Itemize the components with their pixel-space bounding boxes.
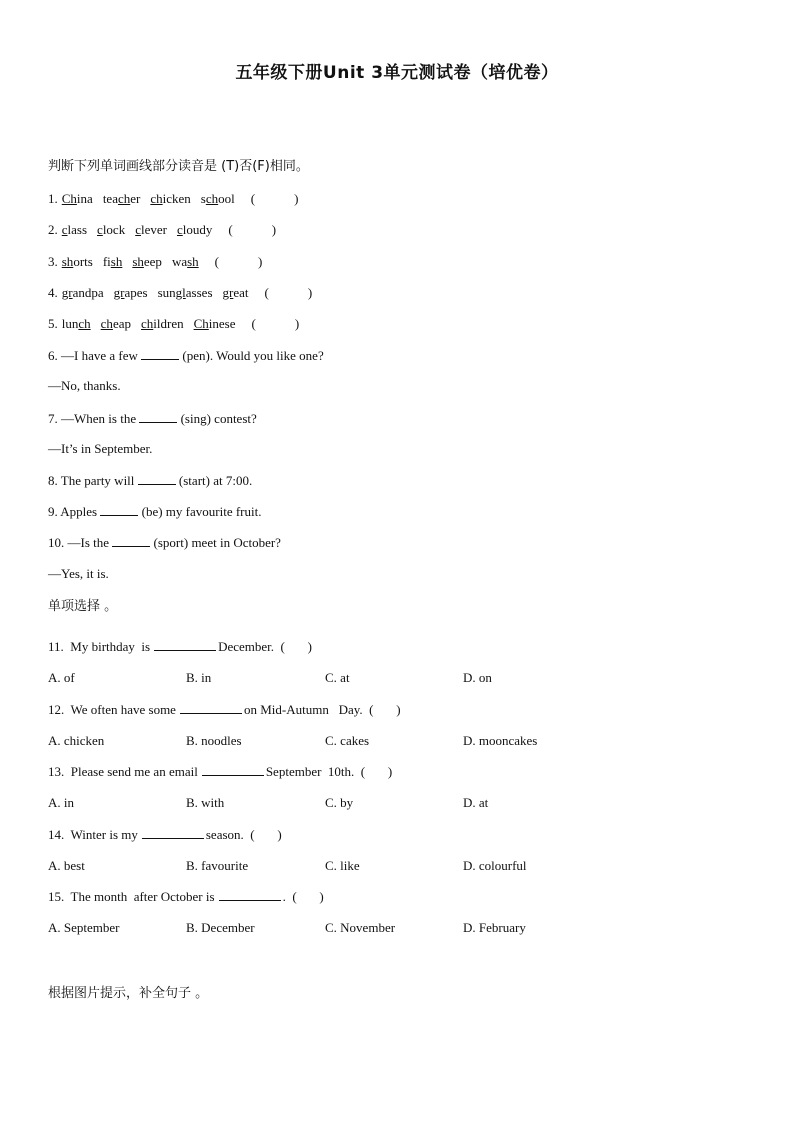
word-part: apes (124, 285, 148, 300)
underlined-letters: gr (113, 285, 125, 300)
word-part: eap (112, 316, 131, 331)
underlined-letters: sh (187, 254, 199, 269)
answer-parentheses[interactable]: ( ) (250, 191, 299, 206)
underlined-letters: ch (78, 316, 91, 331)
question-8-prompt: 8. The party will (48, 473, 135, 488)
word-part: tea (102, 191, 118, 206)
mc-question-11 (48, 638, 312, 655)
option-c[interactable]: C. at (325, 670, 350, 685)
question-7-reply: —It’s in September. (48, 441, 153, 456)
question-6-prompt: 6. —I have a few (48, 348, 138, 363)
option-b[interactable]: B. in (186, 670, 212, 685)
question-stem-rest[interactable]: December. ( ) (218, 639, 312, 654)
answer-blank[interactable] (139, 410, 177, 423)
underlined-letters: sh (110, 254, 123, 269)
word-part: inese (208, 316, 236, 331)
word-part: wa (171, 254, 188, 269)
underlined-letters: Ch (193, 316, 209, 331)
phonics-word (223, 285, 249, 301)
page-title: 五年级下册Unit 3单元测试卷（培优卷） (235, 63, 559, 83)
underlined-letters: sh (132, 254, 144, 269)
question-8-rest: (start) at 7:00. (178, 473, 253, 488)
underlined-letters: sh (61, 254, 74, 269)
answer-blank[interactable] (112, 534, 150, 547)
option-d[interactable]: D. February (463, 920, 526, 935)
word-part: asses (185, 285, 213, 300)
word-part: lass (67, 222, 88, 237)
underlined-letters: c (176, 222, 183, 237)
question-number: 2. (48, 222, 58, 237)
phonics-question-4 (48, 285, 312, 301)
phonics-word (201, 191, 235, 207)
question-10-reply: —Yes, it is. (48, 566, 109, 581)
option-a[interactable]: A. in (48, 795, 74, 810)
option-c[interactable]: C. by (325, 795, 354, 810)
word-part: lun (61, 316, 79, 331)
underlined-letters: c (61, 222, 68, 237)
underlined-letters: ch (205, 191, 219, 206)
question-stem: 15. The month after October is (48, 889, 215, 904)
mc-question-12 (48, 701, 401, 718)
phonics-word (101, 316, 131, 332)
question-number: 4. (48, 285, 58, 300)
question-7 (48, 410, 257, 427)
option-c[interactable]: C. November (325, 920, 396, 935)
word-part: eep (143, 254, 162, 269)
question-9 (48, 503, 261, 520)
question-9-rest: (be) my favourite fruit. (141, 504, 262, 519)
word-part: lock (102, 222, 126, 237)
question-10-prompt: 10. —Is the (48, 535, 110, 550)
question-6-rest: (pen). Would you like one? (182, 348, 324, 363)
word-part: loudy (182, 222, 213, 237)
option-c[interactable]: C. like (325, 858, 360, 873)
option-d[interactable]: D. at (463, 795, 489, 810)
phonics-word (132, 254, 162, 270)
phonics-word (158, 285, 213, 301)
underlined-letters: c (135, 222, 141, 237)
word-part: ool (218, 191, 235, 206)
word-part: s (200, 191, 206, 206)
option-a[interactable]: A. September (48, 920, 120, 935)
phonics-word (114, 285, 148, 301)
underlined-letters: gr (61, 285, 73, 300)
question-8 (48, 472, 252, 489)
phonics-word (194, 316, 236, 332)
section-heading-picture-prompts: 根据图片提示，补全句子 。 (48, 986, 209, 1001)
underlined-letters: gr (222, 285, 234, 300)
question-6-reply: —No, thanks. (48, 378, 121, 393)
answer-blank[interactable] (154, 638, 216, 651)
answer-blank[interactable] (142, 826, 204, 839)
question-stem: 14. Winter is my (48, 827, 138, 842)
option-c[interactable]: C. cakes (325, 733, 370, 748)
phonics-word (172, 254, 199, 270)
option-b[interactable]: B. December (186, 920, 255, 935)
underlined-letters: Ch (61, 191, 77, 206)
section-heading-phonics: 判断下列单词画线部分读音是 (T)否(F)相同。 (48, 159, 309, 174)
option-b[interactable]: B. with (186, 795, 225, 810)
question-stem: 12. We often have some (48, 702, 176, 717)
word-part: lever (140, 222, 167, 237)
answer-parentheses[interactable]: ( ) (264, 285, 313, 300)
question-10-rest: (sport) meet in October? (153, 535, 281, 550)
question-number: 3. (48, 254, 58, 269)
mc-question-14 (48, 826, 282, 843)
answer-blank[interactable] (180, 701, 242, 714)
mc-question-13 (48, 763, 392, 780)
word-part: ina (76, 191, 93, 206)
underlined-letters: ch (140, 316, 154, 331)
word-part: orts (73, 254, 93, 269)
option-b[interactable]: B. favourite (186, 858, 249, 873)
underlined-letters: ch (150, 191, 163, 206)
option-b[interactable]: B. noodles (186, 733, 242, 748)
word-part: fi (102, 254, 111, 269)
phonics-word (150, 191, 190, 207)
question-stem: 13. Please send me an email (48, 764, 198, 779)
option-a[interactable]: A. best (48, 858, 85, 873)
phonics-question-5 (48, 316, 299, 332)
question-stem-rest[interactable]: September 10th. ( ) (265, 764, 393, 779)
phonics-word (62, 254, 93, 270)
phonics-word (103, 191, 141, 207)
phonics-word (62, 285, 104, 301)
phonics-question-2 (48, 222, 276, 238)
underlined-letters: ch (117, 191, 131, 206)
question-stem-rest[interactable]: on Mid-Autumn Day. ( ) (243, 702, 401, 717)
question-9-prompt: 9. Apples (48, 504, 98, 519)
question-10 (48, 534, 281, 551)
section-heading-multiple-choice: 单项选择 。 (48, 599, 118, 614)
phonics-word (62, 191, 93, 207)
word-part: andpa (72, 285, 104, 300)
answer-parentheses[interactable]: ( ) (214, 254, 263, 269)
phonics-word (62, 222, 87, 238)
question-6 (48, 347, 324, 364)
question-stem-rest[interactable]: . ( ) (282, 889, 324, 904)
option-a[interactable]: A. of (48, 670, 75, 685)
answer-blank[interactable] (141, 347, 179, 360)
answer-blank[interactable] (100, 503, 138, 516)
underlined-letters: c (97, 222, 103, 237)
question-number: 1. (48, 191, 58, 206)
underlined-letters: ch (100, 316, 113, 331)
phonics-question-1 (48, 191, 298, 207)
question-7-prompt: 7. —When is the (48, 411, 137, 426)
word-part: sun (157, 285, 176, 300)
option-d[interactable]: D. mooncakes (463, 733, 538, 748)
word-part: eat (233, 285, 249, 300)
answer-blank[interactable] (219, 888, 281, 901)
option-d[interactable]: D. colourful (463, 858, 527, 873)
question-stem: 11. My birthday is (48, 639, 151, 654)
phonics-question-3 (48, 254, 262, 270)
word-part: icken (162, 191, 191, 206)
underlined-letters: gl (175, 285, 186, 300)
option-d[interactable]: D. on (463, 670, 492, 685)
answer-parentheses[interactable]: ( ) (228, 222, 277, 237)
answer-parentheses[interactable]: ( ) (251, 316, 300, 331)
word-part: ildren (153, 316, 184, 331)
word-part: er (130, 191, 141, 206)
answer-blank[interactable] (202, 763, 264, 776)
option-a[interactable]: A. chicken (48, 733, 105, 748)
phonics-word (62, 316, 91, 332)
question-7-rest: (sing) contest? (180, 411, 257, 426)
question-stem-rest[interactable]: season. ( ) (205, 827, 282, 842)
question-number: 5. (48, 316, 58, 331)
phonics-word (103, 254, 123, 270)
phonics-word (177, 222, 212, 238)
phonics-word (135, 222, 167, 238)
phonics-word (97, 222, 125, 238)
phonics-word (141, 316, 184, 332)
mc-question-15 (48, 888, 324, 905)
answer-blank[interactable] (138, 472, 176, 485)
